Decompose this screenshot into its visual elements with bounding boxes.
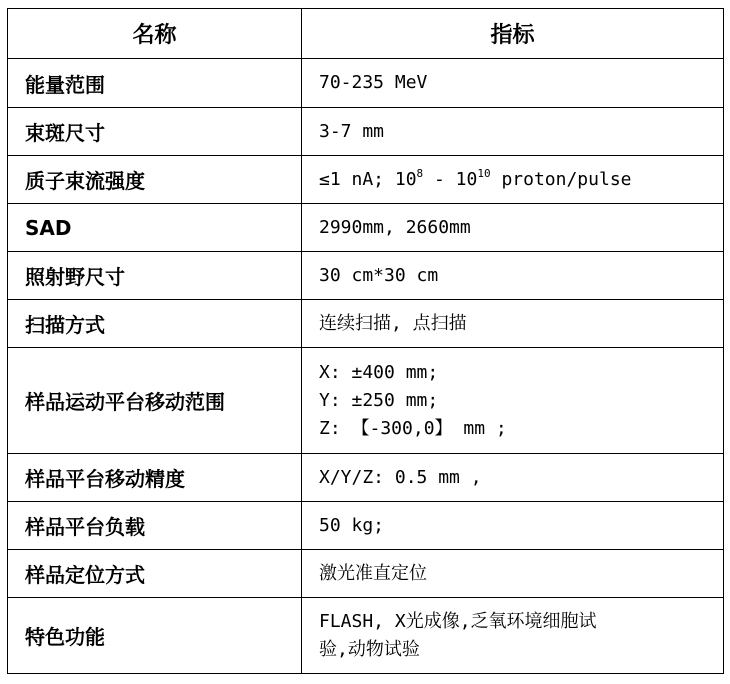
row-value: 70-235 MeV [302, 59, 724, 108]
table-row [8, 252, 724, 300]
row-value [302, 156, 724, 204]
row-name: 样品定位方式 [8, 550, 302, 598]
value-line: Z: 【-300,0】 mm ; [319, 417, 507, 439]
row-value: 30 cm*30 cm [302, 252, 724, 300]
header-name: 名称 [8, 9, 302, 59]
value-suffix: proton/pulse [490, 168, 632, 190]
table-row [8, 454, 724, 502]
table-row [8, 598, 724, 674]
value-middle: - 10 [423, 168, 478, 190]
row-value [302, 598, 724, 674]
row-value [302, 348, 724, 454]
row-name: 样品平台移动精度 [8, 454, 302, 502]
row-name: SAD [8, 204, 302, 252]
row-value: 3-7 mm [302, 108, 724, 156]
value-line: FLASH, X光成像,乏氧环境细胞试 [319, 610, 597, 632]
value-line: 验,动物试验 [319, 638, 420, 660]
table-row [8, 59, 724, 108]
row-value: 激光准直定位 [302, 550, 724, 598]
spec-table [7, 8, 724, 674]
value-exponent: 10 [477, 166, 491, 180]
value-line: Y: ±250 mm; [319, 389, 439, 411]
row-value: X/Y/Z: 0.5 mm , [302, 454, 724, 502]
table-row [8, 348, 724, 454]
row-name: 样品平台负载 [8, 502, 302, 550]
value-exponent: 8 [416, 166, 424, 180]
table-row [8, 300, 724, 348]
row-name: 照射野尺寸 [8, 252, 302, 300]
row-value: 连续扫描, 点扫描 [302, 300, 724, 348]
row-value: 50 kg; [302, 502, 724, 550]
row-name: 束斑尺寸 [8, 108, 302, 156]
row-name: 质子束流强度 [8, 156, 302, 204]
table-row [8, 156, 724, 204]
table-header-row [8, 9, 724, 59]
row-name: 能量范围 [8, 59, 302, 108]
row-name: 样品运动平台移动范围 [8, 348, 302, 454]
table-row [8, 550, 724, 598]
row-name: 特色功能 [8, 598, 302, 674]
value-line: X: ±400 mm; [319, 361, 439, 383]
value-prefix: ≤1 nA; 10 [319, 168, 417, 190]
row-name: 扫描方式 [8, 300, 302, 348]
row-value: 2990mm, 2660mm [302, 204, 724, 252]
header-spec: 指标 [302, 9, 724, 59]
table-row [8, 108, 724, 156]
table-row [8, 502, 724, 550]
table-row [8, 204, 724, 252]
